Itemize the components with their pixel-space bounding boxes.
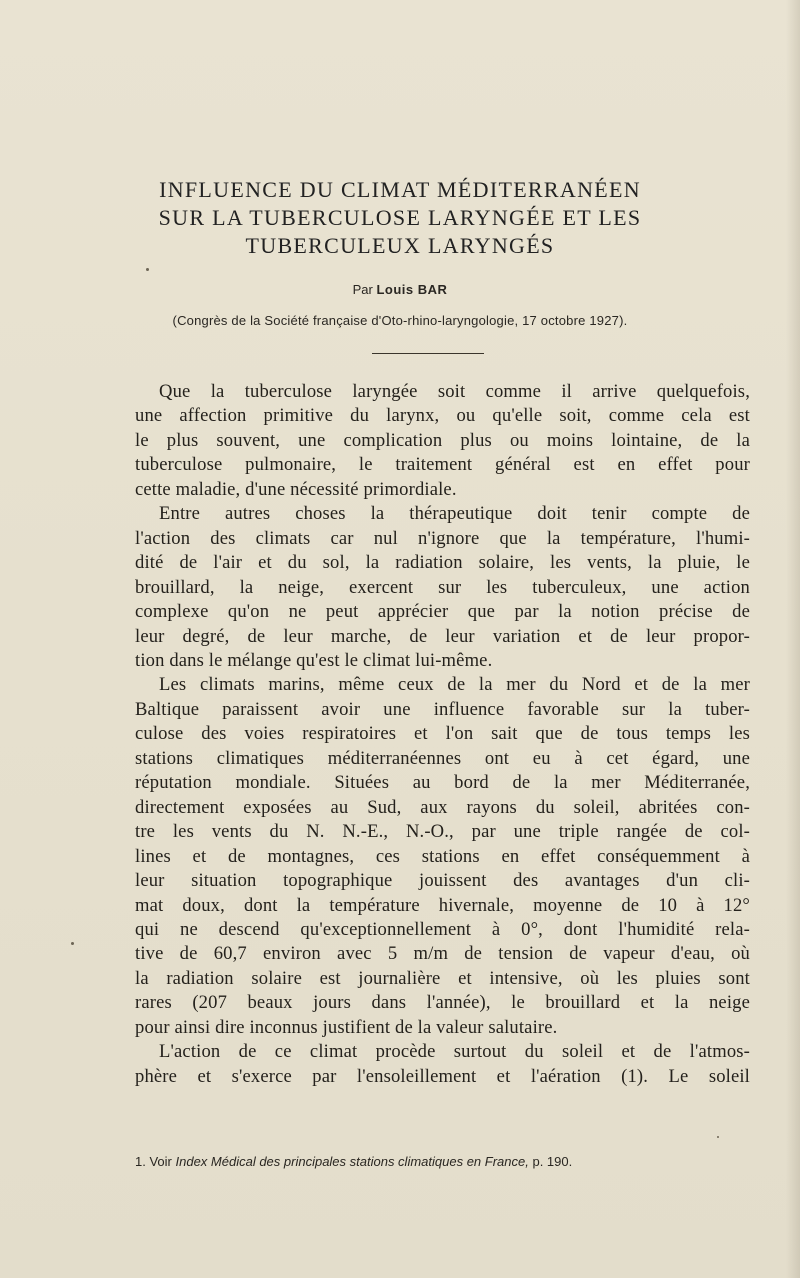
body-line: réputation mondiale. Situées au bord de la mer Méditerranée, [135, 772, 750, 794]
body-line: leur degré, de leur marche, de leur variation et de leur propor- [135, 625, 750, 647]
body-line: Que la tuberculose laryngée soit comme il arrive quelquefois, [159, 381, 750, 402]
article-body [135, 380, 750, 1089]
article-title [0, 176, 800, 260]
author-name: Louis BAR [376, 282, 448, 297]
footnote-number: 1. [135, 1154, 146, 1169]
footnote-title: Index Médical des principales stations climatiques en France, [175, 1154, 529, 1169]
body-line: mat doux, dont la température hivernale, moyenne de 10 à 12° [135, 894, 750, 916]
body-line: tion dans le mélange qu'est le climat lui-même. [135, 649, 493, 671]
body-line: directement exposées au Sud, aux rayons du soleil, abritées con- [135, 796, 750, 818]
congress-note: (Congrès de la Société française d'Oto-rhino-laryngologie, 17 octobre 1927). [172, 313, 628, 328]
body-line: le plus souvent, une complication plus ou moins lointaine, de la [135, 429, 750, 451]
body-line: Entre autres choses la thérapeutique doit tenir compte de [159, 503, 750, 525]
body-line: pour ainsi dire inconnus justifient de la valeur salutaire. [135, 1016, 558, 1038]
author-line [0, 282, 800, 297]
body-line: une affection primitive du larynx, ou qu'elle soit, comme cela est [135, 405, 750, 427]
body-line: Baltique paraissent avoir une influence favorable sur la tuber- [135, 698, 750, 720]
scan-speck [71, 942, 74, 945]
body-line: stations climatiques méditerranéennes ont eu à cet égard, une [135, 747, 750, 769]
body-line: tre les vents du N. N.-E., N.-O., par une triple rangée de col- [135, 821, 750, 843]
body-line: tuberculose pulmonaire, le traitement général est en effet pour [135, 454, 750, 476]
body-line: cette maladie, d'une nécessité primordiale. [135, 478, 457, 500]
body-line: complexe qu'on ne peut apprécier que par la notion précise de [135, 601, 750, 623]
body-line: tive de 60,7 environ avec 5 m/m de tension de vapeur d'eau, où [135, 943, 750, 965]
scan-speck [146, 268, 149, 271]
body-line: leur situation topographique jouissent des avantages d'un cli- [135, 870, 750, 892]
title-line: INFLUENCE DU CLIMAT MÉDITERRANÉEN [159, 177, 641, 202]
body-line: Les climats marins, même ceux de la mer du Nord et de la mer [159, 674, 750, 696]
author-prefix: Par [352, 282, 373, 297]
footnote-page: p. 190. [532, 1154, 573, 1169]
body-line: qui ne descend qu'exceptionnellement à 0°, dont l'humidité rela- [135, 918, 750, 940]
body-line: rares (207 beaux jours dans l'année), le brouillard et la neige [135, 992, 750, 1014]
body-line: L'action de ce climat procède surtout du soleil et de l'atmos- [159, 1041, 750, 1063]
body-line: lines et de montagnes, ces stations en effet conséquemment à [135, 845, 750, 867]
body-line: culose des voies respiratoires et l'on sait que de tous temps les [135, 723, 750, 745]
footnote-prefix: Voir [149, 1154, 172, 1169]
scan-speck [717, 1136, 719, 1138]
separator-rule [372, 353, 484, 354]
body-line: brouillard, la neige, exercent sur les tuberculeux, une action [135, 576, 750, 598]
body-line: phère et s'exerce par l'ensoleillement et l'aération (1). Le soleil [135, 1065, 750, 1087]
body-line: la radiation solaire est journalière et intensive, où les pluies sont [135, 967, 750, 989]
footnote [135, 1154, 750, 1169]
title-line: SUR LA TUBERCULOSE LARYNGÉE ET LES [158, 205, 642, 230]
title-line: TUBERCULEUX LARYNGÉS [245, 233, 555, 258]
body-line: dité de l'air et du sol, la radiation solaire, les vents, la pluie, le [135, 552, 750, 574]
body-line: l'action des climats car nul n'ignore que la température, l'humi- [135, 527, 750, 549]
